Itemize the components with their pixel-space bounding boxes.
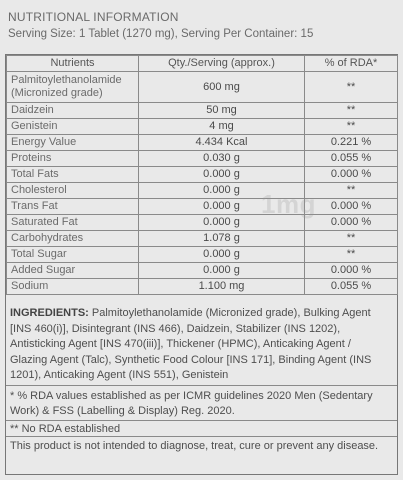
table-row <box>7 247 398 263</box>
ingredients-block <box>10 306 390 384</box>
nutrient-qty: 0.030 g <box>139 151 305 167</box>
nutrient-rda: 0.221 % <box>305 135 398 151</box>
nutrient-name: Total Fats <box>7 167 139 183</box>
nutrient-name: Cholesterol <box>7 183 139 199</box>
nutrient-name: Energy Value <box>7 135 139 151</box>
nutrient-qty: 0.000 g <box>139 167 305 183</box>
label-title: NUTRITIONAL INFORMATION <box>8 10 179 24</box>
watermark-logo: 1mg <box>261 189 316 219</box>
nutrient-qty: 4.434 Kcal <box>139 135 305 151</box>
nutrient-rda: 0.000 % <box>305 215 398 231</box>
nutrient-rda: 0.055 % <box>305 279 398 295</box>
nutrient-name: Sodium <box>7 279 139 295</box>
column-header-qty: Qty./Serving (approx.) <box>139 56 305 72</box>
nutrient-name: Daidzein <box>7 103 139 119</box>
column-header-rda: % of RDA* <box>305 56 398 72</box>
nutrient-name: Genistein <box>7 119 139 135</box>
nutrient-name: Carbohydrates <box>7 231 139 247</box>
nutrient-name: Proteins <box>7 151 139 167</box>
nutrient-qty: 1.078 g <box>139 231 305 247</box>
nutrition-table <box>6 55 398 295</box>
disclaimer: This product is not intended to diagnose, treat, cure or prevent any disease. <box>10 440 379 452</box>
nutrient-rda: ** <box>305 119 398 135</box>
nutrient-rda: 0.055 % <box>305 151 398 167</box>
nutrient-qty: 600 mg <box>139 72 305 103</box>
table-row <box>7 263 398 279</box>
nutrient-qty: 0.000 g <box>139 247 305 263</box>
divider <box>6 420 397 421</box>
nutrient-name: Saturated Fat <box>7 215 139 231</box>
nutrient-name: Total Sugar <box>7 247 139 263</box>
divider <box>6 436 397 437</box>
table-row <box>7 183 398 199</box>
table-row <box>7 231 398 247</box>
nutrient-qty: 0.000 g <box>139 199 305 215</box>
nutrient-rda: 0.000 % <box>305 199 398 215</box>
nutrient-name: Added Sugar <box>7 263 139 279</box>
no-rda-footnote: ** No RDA established <box>10 423 121 435</box>
nutrient-qty: 50 mg <box>139 103 305 119</box>
nutrient-rda: ** <box>305 72 398 103</box>
nutrient-qty: 1.100 mg <box>139 279 305 295</box>
divider <box>6 385 397 386</box>
table-header-row <box>7 56 398 72</box>
table-row <box>7 215 398 231</box>
nutrition-panel <box>5 54 398 475</box>
serving-info: Serving Size: 1 Tablet (1270 mg), Serving Per Container: 15 <box>8 28 314 40</box>
nutrient-rda: ** <box>305 231 398 247</box>
nutrient-rda: ** <box>305 103 398 119</box>
nutrient-qty: 0.000 g <box>139 263 305 279</box>
nutrient-rda: ** <box>305 183 398 199</box>
nutrient-name: Trans Fat <box>7 199 139 215</box>
nutrient-rda: ** <box>305 247 398 263</box>
table-row <box>7 279 398 295</box>
table-row <box>7 103 398 119</box>
nutrient-rda: 0.000 % <box>305 167 398 183</box>
nutrient-name: Palmitoylethanolamide (Micronized grade) <box>7 72 139 103</box>
table-row <box>7 135 398 151</box>
table-row <box>7 167 398 183</box>
table-row <box>7 72 398 103</box>
ingredients-label: INGREDIENTS: <box>10 307 89 319</box>
nutrient-qty: 4 mg <box>139 119 305 135</box>
table-row <box>7 119 398 135</box>
table-row <box>7 199 398 215</box>
nutrient-rda: 0.000 % <box>305 263 398 279</box>
nutrient-qty: 0.000 g <box>139 215 305 231</box>
column-header-nutrients: Nutrients <box>7 56 139 72</box>
rda-footnote: * % RDA values established as per ICMR guidelines 2020 Men (Sedentary Work) & FSS (Labelling & Display) Reg. 2020. <box>10 390 373 417</box>
table-row <box>7 151 398 167</box>
ingredients-text: Palmitoylethanolamide (Micronized grade), Bulking Agent [INS 460(i)], Disintegrant (INS 466), Daidzein, Stabilizer (INS 1202), Antisticking Agent [INS 470(iii)], Thickener (HPMC), Anticaking Agent / Glazing Agent (Talc), Synthetic Food Colour [INS 171], Binding Agent (INS 1201), Anticaking Agent (INS 551), Genistein <box>10 307 372 382</box>
nutrient-qty: 0.000 g <box>139 183 305 199</box>
